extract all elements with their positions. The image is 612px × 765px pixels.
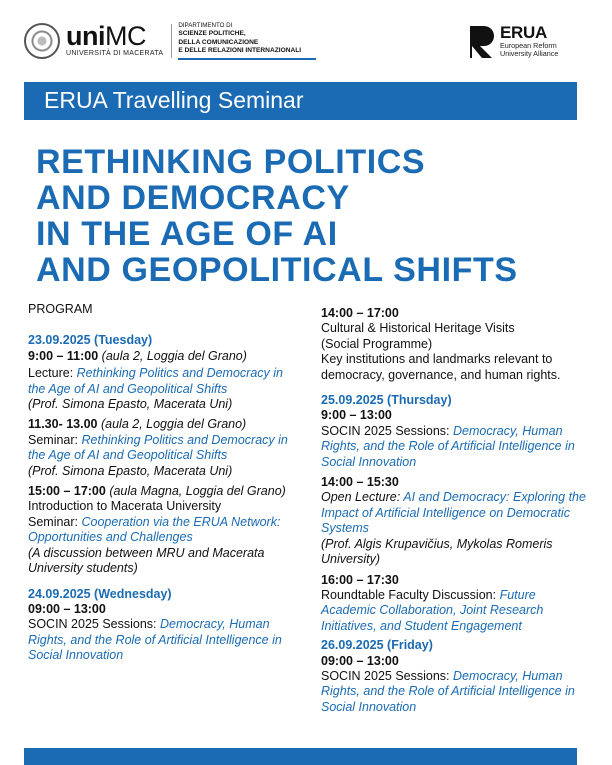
- session-room: (aula 2, Loggia del Grano): [97, 417, 247, 432]
- session-time: 09:00 – 13:00: [28, 601, 106, 616]
- session-d1-s1: [28, 349, 300, 413]
- session-title: Democracy, Human Rights, and the Role of Artificial Intelligence in Social Innovation: [28, 617, 282, 663]
- session-d3-s1: [321, 408, 589, 470]
- session-d2-s2: [321, 306, 589, 383]
- header: [0, 0, 612, 78]
- session-kind: SOCIN 2025 Sessions:: [321, 423, 454, 438]
- erua-word: ERUA: [500, 23, 547, 42]
- session-kind: SOCIN 2025 Sessions:: [321, 668, 454, 683]
- session-kind: Lecture:: [28, 366, 77, 381]
- title-line-1: RETHINKING POLITICS: [36, 143, 426, 181]
- program-column-right: [321, 306, 589, 718]
- dept-line-3: DELLA COMUNICAZIONE: [178, 38, 259, 46]
- session-d1-s2: [28, 417, 300, 479]
- page-title: [36, 144, 596, 288]
- session-kind: Seminar:: [28, 432, 82, 447]
- session-d2-s1: [28, 602, 300, 664]
- session-time: 16:00 – 17:30: [321, 572, 399, 587]
- session-kind: Roundtable Faculty Discussion:: [321, 587, 500, 602]
- erua-mark-icon: [468, 24, 496, 60]
- unimc-logo: [24, 22, 316, 60]
- seminar-banner: [24, 82, 577, 120]
- dept-line-2: SCIENZE POLITICHE,: [178, 30, 246, 38]
- day-date-thursday: 25.09.2025 (Thursday): [321, 393, 452, 408]
- session-d1-s3: [28, 484, 300, 576]
- unimc-wordmark: [66, 21, 164, 58]
- university-seal-icon: [24, 23, 60, 59]
- session-title: AI and Democracy: Exploring the Impact of Artificial Intelligence on Democratic Systems: [321, 490, 586, 536]
- session-time: 11.30- 13.00: [28, 417, 98, 432]
- session-time: 09:00 – 13:00: [321, 653, 399, 668]
- department-name: [178, 22, 316, 60]
- session-time: 14:00 – 15:30: [321, 475, 399, 490]
- session-title: Cooperation via the ERUA Network: Opportunities and Challenges: [28, 514, 281, 545]
- session-intro: Introduction to Macerata University: [28, 499, 222, 514]
- session-speaker: (Prof. Algis Krupavičius, Mykolas Romeris University): [321, 536, 553, 567]
- footer-bar: [24, 748, 577, 765]
- session-time: 9:00 – 11:00: [28, 348, 99, 363]
- session-note: (A discussion between MRU and Macerata University students): [28, 545, 265, 576]
- program-label: PROGRAM: [28, 302, 93, 316]
- session-speaker: (Prof. Simona Epasto, Macerata Uni): [28, 397, 233, 412]
- unimc-subtitle: UNIVERSITÀ DI MACERATA: [66, 50, 164, 58]
- erua-sub-2: University Alliance: [500, 49, 559, 59]
- program-column-left: [28, 302, 300, 667]
- day-date-wednesday: 24.09.2025 (Wednesday): [28, 586, 172, 601]
- unimc-word-light: MC: [105, 21, 146, 52]
- session-line-1: Cultural & Historical Heritage Visits: [321, 321, 515, 336]
- session-time: 14:00 – 17:00: [321, 306, 399, 320]
- session-kind: Open Lecture:: [321, 490, 404, 505]
- session-speaker: (Prof. Simona Epasto, Macerata Uni): [28, 463, 233, 478]
- unimc-word-bold: uni: [66, 21, 105, 52]
- dept-underline: [178, 58, 316, 60]
- erua-logo: [468, 24, 558, 60]
- session-time: 15:00 – 17:00: [28, 484, 106, 499]
- session-title: Democracy, Human Rights, and the Role of Artificial Intelligence in Social Innovation: [321, 423, 575, 469]
- title-line-2: AND DEMOCRACY: [36, 179, 350, 217]
- session-d3-s2: [321, 475, 589, 567]
- session-room: (aula 2, Loggia del Grano): [98, 348, 247, 363]
- title-line-4: AND GEOPOLITICAL SHIFTS: [36, 251, 518, 289]
- dept-line-4: E DELLE RELAZIONI INTERNAZIONALI: [178, 47, 302, 55]
- session-desc: Key institutions and landmarks relevant to democracy, governance, and human rights.: [321, 352, 561, 382]
- session-room: (aula Magna, Loggia del Grano): [105, 484, 286, 499]
- title-line-3: IN THE AGE OF AI: [36, 215, 338, 253]
- logo-divider: [171, 24, 172, 58]
- session-title: Rethinking Politics and Democracy in the Age of AI and Geopolitical Shifts: [28, 432, 288, 463]
- dept-line-1: DIPARTIMENTO DI: [178, 22, 233, 29]
- session-kind: SOCIN 2025 Sessions:: [28, 617, 161, 632]
- erua-sub-1: European Reform: [500, 41, 557, 50]
- session-kind: Seminar:: [28, 514, 82, 529]
- session-d4-s1: [321, 654, 589, 716]
- day-date-friday: 26.09.2025 (Friday): [321, 638, 433, 653]
- session-line-2: (Social Programme): [321, 336, 433, 351]
- banner-title: ERUA Travelling Seminar: [44, 87, 304, 113]
- session-title: Democracy, Human Rights, and the Role of Artificial Intelligence in Social Innovation: [321, 668, 575, 714]
- day-date-tuesday: 23.09.2025 (Tuesday): [28, 333, 153, 348]
- session-title: Rethinking Politics and Democracy in the Age of AI and Geopolitical Shifts: [28, 366, 283, 396]
- session-time: 9:00 – 13:00: [321, 408, 392, 423]
- session-d3-s3: [321, 573, 589, 635]
- session-title: Future Academic Collaboration, Joint Research Initiatives, and Student Engagement: [321, 587, 544, 633]
